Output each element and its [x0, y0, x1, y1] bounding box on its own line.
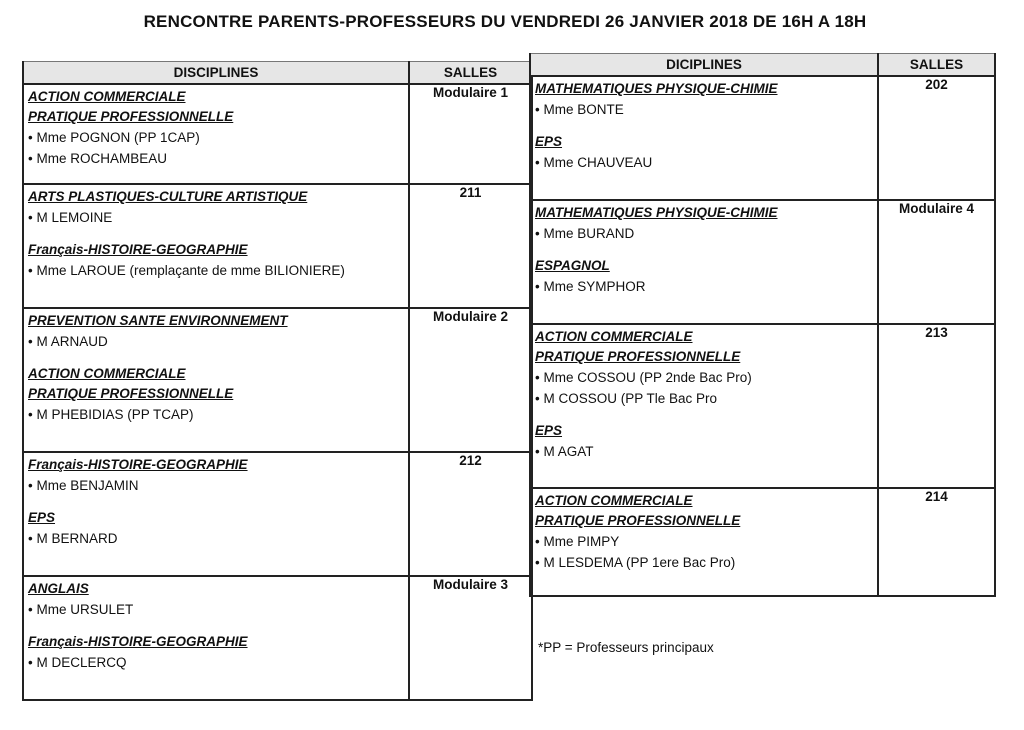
teacher-name: • Mme BENJAMIN	[28, 475, 404, 496]
discipline-cell	[530, 200, 878, 324]
discipline-group	[535, 79, 873, 120]
subject-name: PRATIQUE PROFESSIONNELLE	[28, 386, 234, 401]
teacher-name: • M LEMOINE	[28, 207, 404, 228]
room-cell: 214	[878, 488, 995, 596]
discipline-group	[28, 240, 404, 281]
room-cell: Modulaire 1	[409, 84, 532, 184]
discipline-cell	[23, 84, 409, 184]
schedule-row	[23, 452, 532, 576]
subject-name: MATHEMATIQUES PHYSIQUE-CHIMIE	[535, 81, 778, 96]
teacher-name: • Mme POGNON (PP 1CAP)	[28, 127, 404, 148]
rooms-header: SALLES	[878, 54, 995, 77]
discipline-group	[535, 132, 873, 173]
discipline-cell	[530, 488, 878, 596]
rooms-header: SALLES	[409, 62, 532, 85]
discipline-group	[535, 327, 873, 409]
discipline-group	[535, 203, 873, 244]
schedule-row	[530, 76, 995, 200]
subject-name: EPS	[535, 423, 563, 438]
discipline-group	[28, 364, 404, 425]
room-cell: 211	[409, 184, 532, 308]
subject-name: EPS	[535, 134, 563, 149]
discipline-group	[28, 311, 404, 352]
subject-name: PRATIQUE PROFESSIONNELLE	[535, 349, 741, 364]
subject-name: ESPAGNOL	[535, 258, 610, 273]
footnote: *PP = Professeurs principaux	[538, 640, 714, 655]
discipline-group	[535, 421, 873, 462]
discipline-cell	[530, 324, 878, 488]
subject-name: ACTION COMMERCIALE	[535, 329, 693, 344]
teacher-name: • Mme URSULET	[28, 599, 404, 620]
teacher-name: • Mme BONTE	[535, 99, 873, 120]
left-header-row	[23, 62, 532, 85]
discipline-group	[28, 187, 404, 228]
teacher-name: • M COSSOU (PP Tle Bac Pro	[535, 388, 873, 409]
schedule-row	[530, 200, 995, 324]
subject-name: PREVENTION SANTE ENVIRONNEMENT	[28, 313, 288, 328]
subject-name: ACTION COMMERCIALE	[535, 493, 693, 508]
teacher-name: • M DECLERCQ	[28, 652, 404, 673]
discipline-cell	[23, 452, 409, 576]
subject-name: ARTS PLASTIQUES-CULTURE ARTISTIQUE	[28, 189, 308, 204]
teacher-name: • M AGAT	[535, 441, 873, 462]
teacher-name: • M PHEBIDIAS (PP TCAP)	[28, 404, 404, 425]
discipline-group	[28, 87, 404, 169]
discipline-group	[28, 508, 404, 549]
room-cell: 213	[878, 324, 995, 488]
left-schedule-table	[22, 61, 533, 701]
room-cell: Modulaire 4	[878, 200, 995, 324]
teacher-name: • Mme COSSOU (PP 2nde Bac Pro)	[535, 367, 873, 388]
discipline-group	[28, 632, 404, 673]
teacher-name: • M ARNAUD	[28, 331, 404, 352]
subject-name: MATHEMATIQUES PHYSIQUE-CHIMIE	[535, 205, 778, 220]
right-schedule-table	[529, 53, 996, 597]
teacher-name: • Mme SYMPHOR	[535, 276, 873, 297]
teacher-name: • Mme LAROUE (remplaçante de mme BILIONIERE)	[28, 260, 404, 281]
room-cell: Modulaire 2	[409, 308, 532, 452]
subject-name: EPS	[28, 510, 56, 525]
discipline-group	[28, 579, 404, 620]
schedule-row	[23, 308, 532, 452]
room-cell: Modulaire 3	[409, 576, 532, 700]
discipline-cell	[23, 184, 409, 308]
discipline-group	[28, 455, 404, 496]
subject-name: ACTION COMMERCIALE	[28, 366, 186, 381]
teacher-name: • Mme PIMPY	[535, 531, 873, 552]
subject-name: ACTION COMMERCIALE	[28, 89, 186, 104]
disciplines-header: DISCIPLINES	[23, 62, 409, 85]
discipline-cell	[530, 76, 878, 200]
schedule-row	[23, 184, 532, 308]
teacher-name: • Mme BURAND	[535, 223, 873, 244]
schedule-row	[530, 324, 995, 488]
teacher-name: • M LESDEMA (PP 1ere Bac Pro)	[535, 552, 873, 573]
schedule-row	[23, 576, 532, 700]
subject-name: Français-HISTOIRE-GEOGRAPHIE	[28, 242, 248, 257]
teacher-name: • M BERNARD	[28, 528, 404, 549]
schedule-row	[23, 84, 532, 184]
subject-name: PRATIQUE PROFESSIONNELLE	[28, 109, 234, 124]
subject-name: ANGLAIS	[28, 581, 89, 596]
page-title: RENCONTRE PARENTS-PROFESSEURS DU VENDREDI 26 JANVIER 2018 DE 16H A 18H	[143, 12, 867, 31]
room-cell: 202	[878, 76, 995, 200]
discipline-group	[535, 256, 873, 297]
schedule-row	[530, 488, 995, 596]
teacher-name: • Mme CHAUVEAU	[535, 152, 873, 173]
right-header-row	[530, 54, 995, 77]
discipline-cell	[23, 576, 409, 700]
subject-name: Français-HISTOIRE-GEOGRAPHIE	[28, 634, 248, 649]
room-cell: 212	[409, 452, 532, 576]
disciplines-header: DICIPLINES	[530, 54, 878, 77]
subject-name: PRATIQUE PROFESSIONNELLE	[535, 513, 741, 528]
discipline-group	[535, 491, 873, 573]
discipline-cell	[23, 308, 409, 452]
subject-name: Français-HISTOIRE-GEOGRAPHIE	[28, 457, 248, 472]
teacher-name: • Mme ROCHAMBEAU	[28, 148, 404, 169]
